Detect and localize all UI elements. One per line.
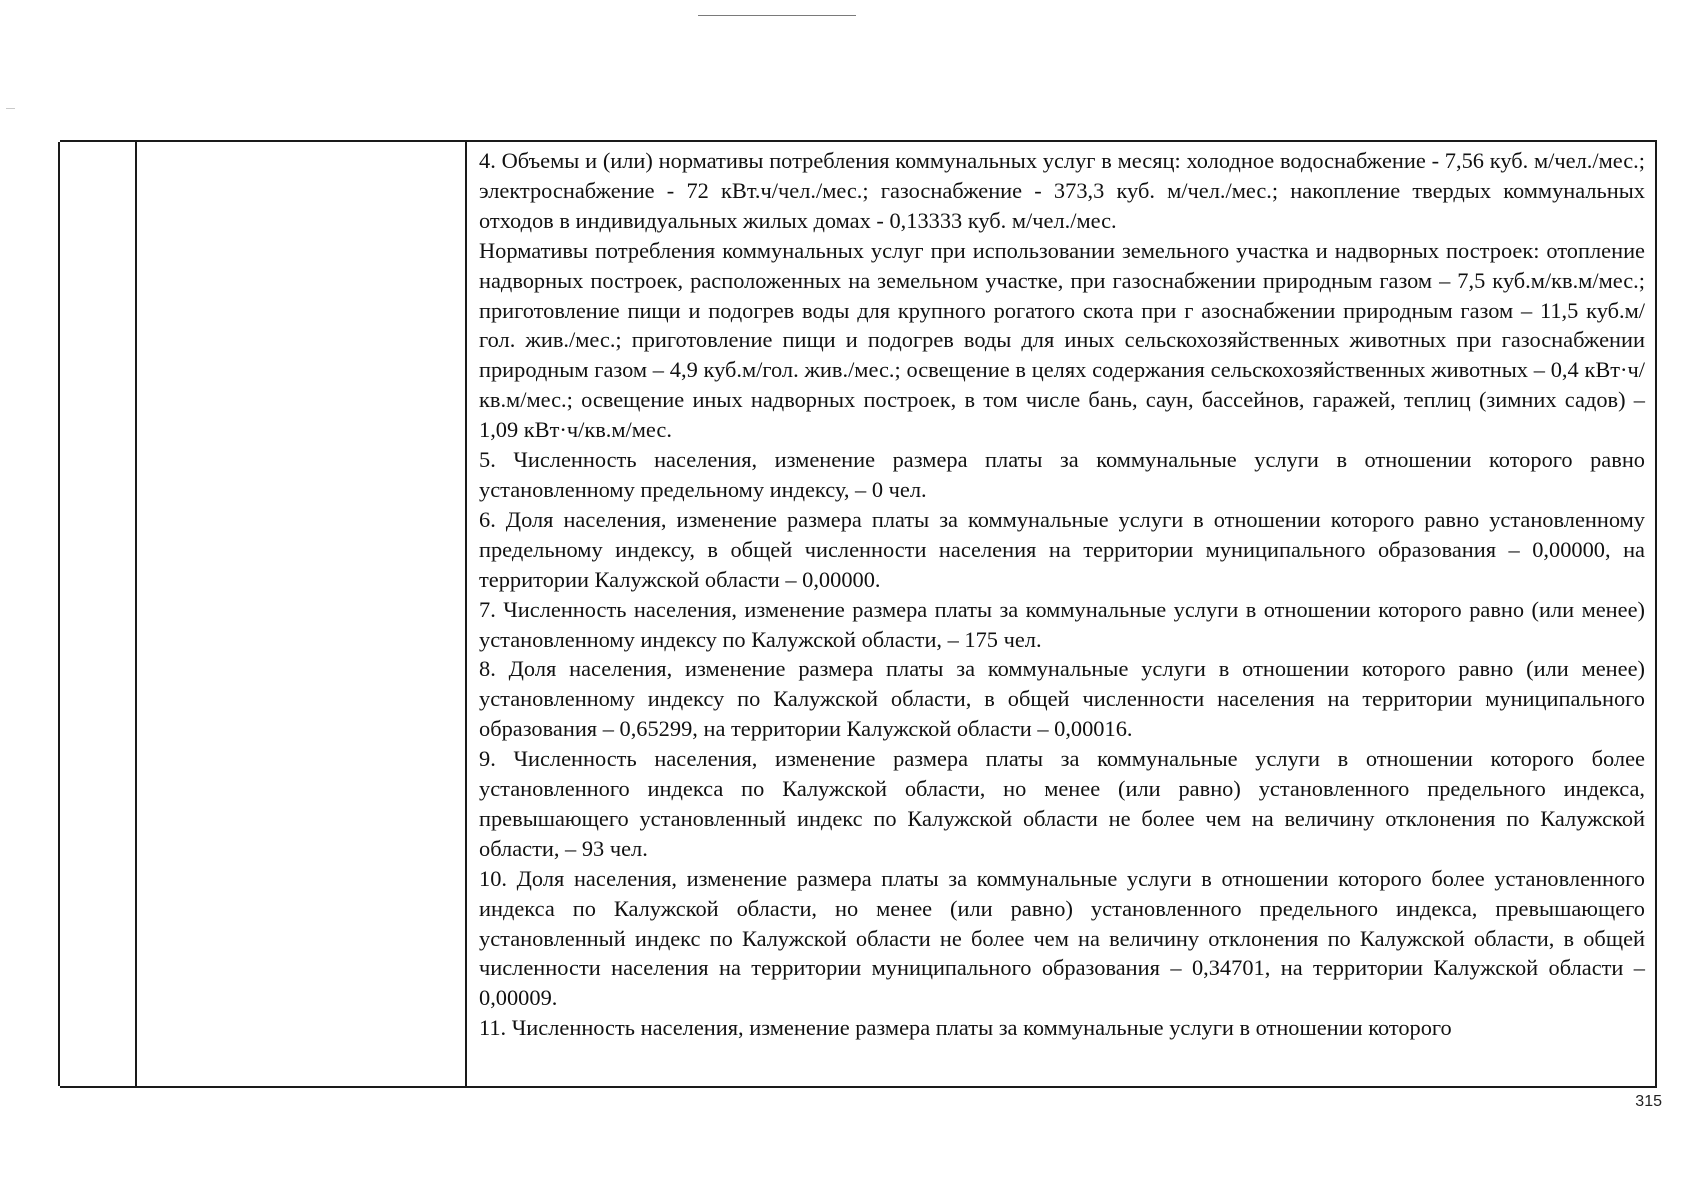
document-table — [60, 140, 1657, 1088]
paragraph-item-7: 7. Численность населения, изменение размера платы за коммунальные услуги в отношении которого равно (или менее) установленному индексу по Калужской области, – 175 чел. — [479, 596, 1645, 652]
paragraph-item-6: 6. Доля населения, изменение размера платы за коммунальные услуги в отношении которого равно установленному предельному индексу, в общей численности населения на территории муниципального образования – 0,00000, на территории Калужской области – 0,00000. — [479, 506, 1645, 592]
header-rule — [698, 15, 856, 16]
table-column-name — [135, 142, 467, 1086]
table-column-content — [465, 142, 1657, 1086]
paragraph-item-5: 5. Численность населения, изменение размера платы за коммунальные услуги в отношении которого равно установленному предельному индексу, – 0 чел. — [479, 447, 1645, 502]
page-number: 315 — [1635, 1093, 1662, 1110]
paragraph-item-10: 10. Доля населения, изменение размера платы за коммунальные услуги в отношении которого более установленного индекса по Калужской области, но менее (или равно) установленного предельного индекса, превышающего установленный индекс по Калужской области не более чем на величину отклонения по Калужской области, в общей численности населения на территории муниципального образования – 0,34701, на территории Калужской области – 0,00009. — [479, 865, 1645, 1011]
paragraph-item-8: 8. Доля населения, изменение размера платы за коммунальные услуги в отношении которого равно (или менее) установленному индексу по Калужской области, в общей численности населения на территории муниципального образования – 0,65299, на территории Калужской области – 0,00016. — [479, 656, 1645, 742]
paragraph-norms: Нормативы потребления коммунальных услуг при использовании земельного участка и надворных построек: отопление надворных построек, расположенных на земельном участке, при газоснабжении природным газом – 7,5 куб.м/кв.м/мес.; приготовление пищи и подогрев воды для крупного рогатого скота при г азоснабжении природным газом – 11,5 куб.м/гол. жив./мес.; приготовление пищи и подогрев воды для иных сельскохозяйственных животных при газоснабжении природным газом – 4,9 куб.м/гол. жив./мес.; освещение в целях содержания сельскохозяйственных животных – 0,4 кВт·ч/кв.м/мес.; освещение иных надворных построек, в том числе бань, саун, бассейнов, гаражей, теплиц (зимних садов) – 1,09 кВт·ч/кв.м/мес. — [479, 237, 1645, 443]
table-column-number — [58, 142, 136, 1086]
paragraph-item-9: 9. Численность населения, изменение размера платы за коммунальные услуги в отношении которого более установленного индекса по Калужской области, но менее (или равно) установленного предельного индекса, превышающего установленный индекс по Калужской области не более чем на величину отклонения по Калужской области, – 93 чел. — [479, 746, 1645, 861]
content-cell-text — [479, 146, 1645, 1043]
paragraph-item-4: 4. Объемы и (или) нормативы потребления коммунальных услуг в месяц: холодное водоснабжение - 7,56 куб. м/чел./мес.; электроснабжение - 72 кВт.ч/чел./мес.; газоснабжение - 373,3 куб. м/чел./мес.; накопление твердых коммунальных отходов в индивидуальных жилых домах - 0,13333 куб. м/чел./мес. — [479, 148, 1645, 233]
scan-mark — [6, 108, 15, 109]
paragraph-item-11: 11. Численность населения, изменение размера платы за коммунальные услуги в отношении которого — [479, 1015, 1452, 1041]
